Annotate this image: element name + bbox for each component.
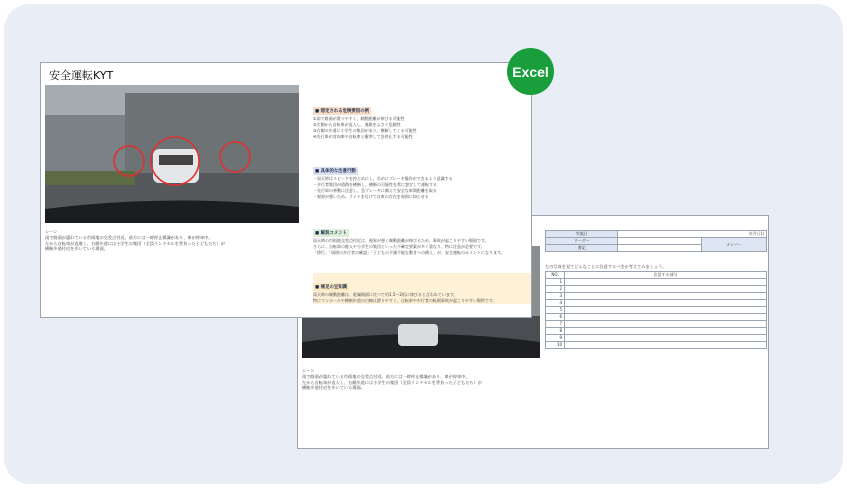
note-cell[interactable]: [565, 300, 767, 307]
scene-description: [45, 235, 307, 252]
table-row: [546, 293, 767, 300]
section-heading: ■ 想定される危険要因の例: [315, 109, 369, 114]
scene-photo: [45, 85, 299, 223]
actions-section: [313, 157, 531, 200]
col-note-header: 注意する部分: [565, 272, 767, 279]
section-heading: ■ 解説コメント: [315, 231, 348, 236]
section-line: さらに、自転車の進入や小学生の集団といった不確定要素が多く重なり、特に注意が必要です。: [313, 244, 485, 249]
member-label: メンバー: [701, 238, 766, 252]
section-line: ①雨で路面が滑りやすく、制動距離が伸びる可能性: [313, 116, 405, 121]
section-line: ③右側の歩道に小学生の集団があり、横断してくる可能性: [313, 128, 417, 133]
table-row: [546, 279, 767, 286]
scene-line: 左から自転車が直進し、右側歩道には小学生の集団（全員ランドセルを背負った子どもたち）が: [45, 240, 225, 246]
scene-line: 雨で路面が濡れている市街地の交差点付近。前方には一時停止標識があり、車が停車中。: [45, 235, 213, 240]
date-value[interactable]: 年月日(): [618, 231, 767, 238]
note-cell[interactable]: [565, 279, 767, 286]
row-number: 6: [546, 314, 565, 321]
section-line: ④先行車が対向車や自転車と衝突して急停止する可能性: [313, 134, 413, 139]
note-cell[interactable]: [565, 307, 767, 314]
note-cell[interactable]: [565, 321, 767, 328]
table-row: [546, 314, 767, 321]
table-row: [546, 342, 767, 349]
note-cell[interactable]: [565, 286, 767, 293]
row-number: 8: [546, 328, 565, 335]
note-cell[interactable]: [565, 335, 767, 342]
section-heading: ■ 補足の豆知識: [315, 285, 348, 290]
instruction-text: 左の写真を見てどんなことに注意するべきか考えてみましょう。: [545, 264, 667, 269]
note-cell[interactable]: [565, 314, 767, 321]
scene-label: シーン: [45, 229, 58, 234]
scene-description-back: [302, 374, 542, 391]
kyt-sample-page: [40, 62, 532, 318]
date-label: 実施日: [546, 231, 618, 238]
section-line: ・歩行者集団が道路を横断し、横断の可能性を常に想定して運転する: [313, 182, 437, 187]
leader-label: リーダー: [546, 238, 618, 245]
row-number: 7: [546, 321, 565, 328]
table-row: [546, 321, 767, 328]
recorder-value[interactable]: [618, 245, 702, 252]
note-cell[interactable]: [565, 293, 767, 300]
row-number: 2: [546, 286, 565, 293]
table-row: [546, 335, 767, 342]
section-line: 雨天時の制動距離は、乾燥路面に比べて約1.5〜2倍に伸びると言われています。: [313, 292, 458, 297]
row-number: 10: [546, 342, 565, 349]
section-line: ・先行車の挙動に注意し、急ブレーキに備えて安全な車間距離を取る: [313, 188, 437, 193]
scene-line: 横断歩道付近を歩いている場面。: [45, 246, 108, 252]
col-no-header: NO.: [546, 272, 565, 279]
table-row: [546, 300, 767, 307]
scene-line: 左から自転車が直入し、右側歩道には小学生の集団（全員ランドセルを背負った子どもたち）が: [302, 379, 482, 385]
section-line: 雨天時の市街地交差点付近は、視界が悪く制動距離が伸びるため、事故が起こりやすい場面です。: [313, 238, 489, 243]
table-row: [546, 328, 767, 335]
leader-value[interactable]: [618, 238, 702, 245]
row-number: 5: [546, 307, 565, 314]
section-line: ・視界が悪いため、ライトを灯けて自車の存在を周囲に知らせる: [313, 194, 429, 199]
scene-line: 横断歩道付近を歩いている場面。: [302, 385, 365, 391]
row-number: 3: [546, 293, 565, 300]
section-heading: ■ 具体的な注意行動: [315, 169, 356, 174]
excel-badge: Excel: [507, 48, 554, 95]
section-line: 「徐行」「周囲の歩行者の確認」「子どもの予測不能な動きへの備え」が、安全運転のポイントになります。: [313, 250, 505, 255]
recorder-label: 書記: [546, 245, 618, 252]
note-cell[interactable]: [565, 342, 767, 349]
row-number: 9: [546, 335, 565, 342]
risk-factors-section: [313, 97, 531, 140]
page-title: 安全運転KYT: [49, 69, 114, 82]
table-row: [546, 307, 767, 314]
section-line: ・雨天時はスピードを控えめにし、早めにブレーキ操作ができるよう意識する: [313, 176, 453, 181]
commentary-section: [313, 219, 531, 256]
section-line: 特にマンホールや横断歩道の白線は滑りやすく、自転車や歩行者の転倒事故が起こりやすい場所です。: [313, 298, 497, 303]
scene-label-back: シーン: [302, 368, 315, 373]
row-number: 4: [546, 300, 565, 307]
section-line: ②左側から自転車が直入し、進路をふさぐ危険性: [313, 122, 401, 127]
scene-line: 雨で路面が濡れている市街地の交差点付近。前方には一時停止標識があり、車が停車中。: [302, 374, 470, 379]
tips-section: [313, 273, 531, 304]
notes-table: [545, 271, 767, 349]
note-cell[interactable]: [565, 328, 767, 335]
table-row: [546, 286, 767, 293]
row-number: 1: [546, 279, 565, 286]
